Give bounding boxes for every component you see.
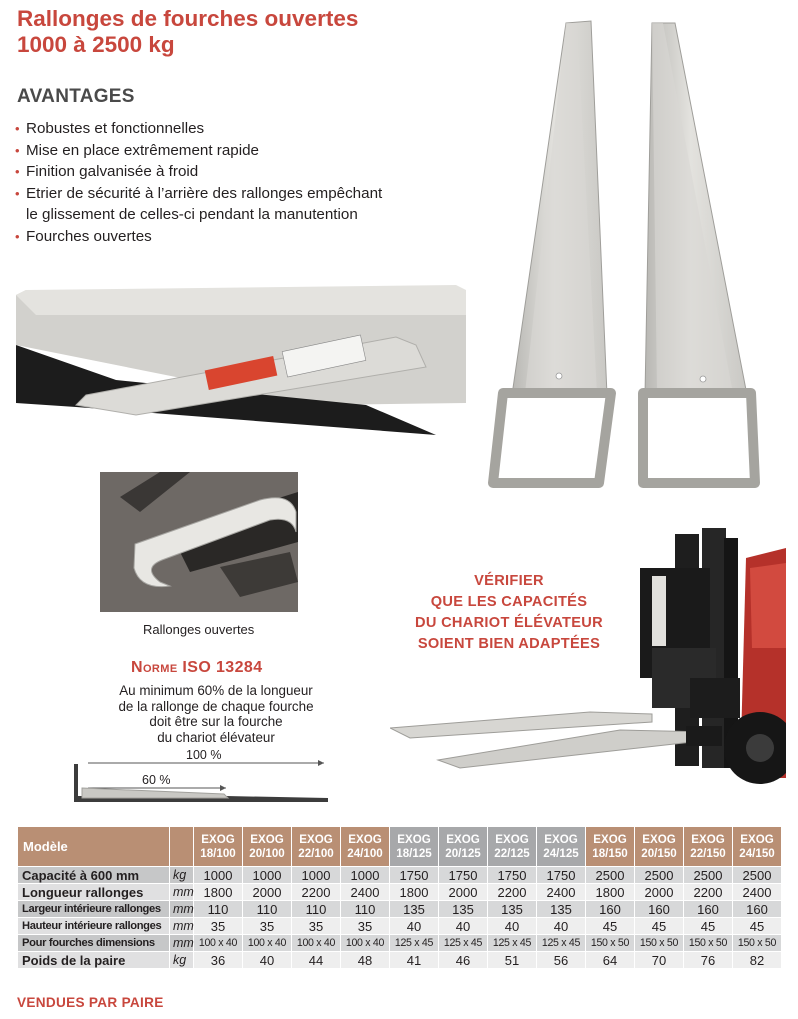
table-cell: 2400 [537,884,586,901]
avantages-list [15,118,435,248]
row-unit: mm [170,935,194,952]
bullet-icon: • [15,121,20,136]
table-cell: 1000 [341,867,390,884]
table-cell: 2500 [586,867,635,884]
table-cell: 1800 [390,884,439,901]
model-column-header: Modèle [18,827,170,867]
bullet-icon: • [15,185,20,201]
list-item: • Etrier de sécurité à l’arrière des rallonges empêchant [15,183,435,205]
bullet-icon: • [15,164,20,180]
model-header: EXOG 22/125 [488,827,537,867]
table-cell: 2500 [684,867,733,884]
open-extension-image [100,472,298,612]
table-cell: 110 [194,901,243,918]
table-cell: 45 [733,918,782,935]
table-cell: 1800 [194,884,243,901]
table-cell: 1000 [292,867,341,884]
table-cell: 35 [341,918,390,935]
model-header: EXOG 20/150 [635,827,684,867]
pct-100-label: 100 % [186,748,222,762]
table-cell: 40 [439,918,488,935]
table-cell: 44 [292,952,341,969]
model-header: EXOG 22/150 [684,827,733,867]
list-item: • Fourches ouvertes [15,226,435,248]
sold-by-pair-notice: VENDUES PAR PAIRE [17,995,164,1010]
table-cell: 2500 [635,867,684,884]
model-header: EXOG 24/125 [537,827,586,867]
row-label: Pour fourches dimensions [18,935,170,952]
model-header: EXOG 18/125 [390,827,439,867]
norme-heading: Norme ISO 13284 [131,659,263,676]
row-unit: kg [170,867,194,884]
table-cell: 1750 [537,867,586,884]
row-label: Poids de la paire [18,952,170,969]
table-cell: 160 [684,901,733,918]
table-row [18,867,782,884]
table-cell: 35 [243,918,292,935]
row-label: Capacité à 600 mm [18,867,170,884]
table-cell: 2400 [341,884,390,901]
model-header: EXOG 20/100 [243,827,292,867]
table-cell: 36 [194,952,243,969]
table-cell: 1800 [586,884,635,901]
table-cell: 1750 [390,867,439,884]
title-line-1: Rallonges de fourches ouvertes [17,6,359,31]
table-cell: 150 x 50 [684,935,733,952]
norme-text: Au minimum 60% de la longueur de la rallonge de chaque fourche doit être sur la fourche du chariot élévateur [118,683,314,745]
model-header: EXOG 18/100 [194,827,243,867]
pct-60-label: 60 % [142,773,171,787]
table-cell: 125 x 45 [439,935,488,952]
row-unit: mm [170,901,194,918]
table-cell: 40 [537,918,586,935]
table-cell: 2200 [488,884,537,901]
table-row [18,918,782,935]
list-item: • Robustes et fonctionnelles [15,118,435,140]
row-label: Longueur rallonges [18,884,170,901]
table-cell: 150 x 50 [586,935,635,952]
caption-open-extensions: Rallonges ouvertes [143,622,255,637]
table-cell: 110 [292,901,341,918]
table-cell: 1750 [488,867,537,884]
table-cell: 150 x 50 [733,935,782,952]
table-cell: 51 [488,952,537,969]
table-cell: 45 [586,918,635,935]
table-cell: 160 [586,901,635,918]
table-cell: 1000 [194,867,243,884]
table-cell: 41 [390,952,439,969]
table-cell: 2200 [684,884,733,901]
table-cell: 2200 [292,884,341,901]
table-cell: 135 [439,901,488,918]
model-header: EXOG 24/100 [341,827,390,867]
table-cell: 110 [243,901,292,918]
model-header: EXOG 20/125 [439,827,488,867]
fork-extension-right [643,23,755,483]
table-cell: 82 [733,952,782,969]
model-header: EXOG 24/150 [733,827,782,867]
row-unit: mm [170,884,194,901]
row-label: Largeur intérieure rallonges [18,901,170,918]
table-cell: 125 x 45 [537,935,586,952]
specifications-table [17,826,782,969]
table-cell: 40 [390,918,439,935]
table-cell: 2400 [733,884,782,901]
table-cell: 125 x 45 [390,935,439,952]
title-line-2: 1000 à 2500 kg [17,32,175,57]
table-cell: 45 [635,918,684,935]
table-cell: 2000 [635,884,684,901]
table-cell: 2000 [243,884,292,901]
verifier-notice: VÉRIFIER QUE LES CAPACITÉS DU CHARIOT ÉLÉVATEUR SOIENT BIEN ADAPTÉES [415,573,603,652]
table-cell: 40 [243,952,292,969]
table-row [18,884,782,901]
table-cell: 48 [341,952,390,969]
list-item: • Mise en place extrêmement rapide [15,140,435,162]
table-cell: 45 [684,918,733,935]
list-item: • Finition galvanisée à froid [15,161,435,183]
fork-extension-left [493,21,611,483]
table-cell: 100 x 40 [341,935,390,952]
table-cell: 125 x 45 [488,935,537,952]
table-cell: 135 [390,901,439,918]
table-cell: 100 x 40 [292,935,341,952]
table-cell: 160 [635,901,684,918]
table-cell: 56 [537,952,586,969]
row-unit: kg [170,952,194,969]
table-cell: 2000 [439,884,488,901]
table-cell: 150 x 50 [635,935,684,952]
table-header-row [18,827,782,867]
table-cell: 135 [488,901,537,918]
unit-column-header [170,827,194,867]
forklift-image [390,528,786,808]
table-cell: 76 [684,952,733,969]
avantages-heading: AVANTAGES [17,86,135,107]
table-cell: 64 [586,952,635,969]
model-header: EXOG 18/150 [586,827,635,867]
table-cell: 160 [733,901,782,918]
table-cell: 40 [488,918,537,935]
table-cell: 46 [439,952,488,969]
fork-closeup-image [16,285,466,440]
bullet-icon: • [15,142,20,158]
model-header: EXOG 22/100 [292,827,341,867]
row-unit: mm [170,918,194,935]
table-row [18,952,782,969]
row-label: Hauteur intérieure rallonges [18,918,170,935]
table-cell: 100 x 40 [194,935,243,952]
table-cell: 100 x 40 [243,935,292,952]
table-cell: 70 [635,952,684,969]
table-cell: 110 [341,901,390,918]
table-row [18,901,782,918]
table-cell: 2500 [733,867,782,884]
table-cell: 35 [292,918,341,935]
table-cell: 1000 [243,867,292,884]
table-row [18,935,782,952]
table-cell: 35 [194,918,243,935]
bullet-icon: • [15,228,20,244]
list-item-continuation: le glissement de celles-ci pendant la manutention [26,206,358,224]
table-cell: 1750 [439,867,488,884]
fork-extensions-pair-image [485,15,785,495]
page-title [17,6,457,58]
table-cell: 135 [537,901,586,918]
